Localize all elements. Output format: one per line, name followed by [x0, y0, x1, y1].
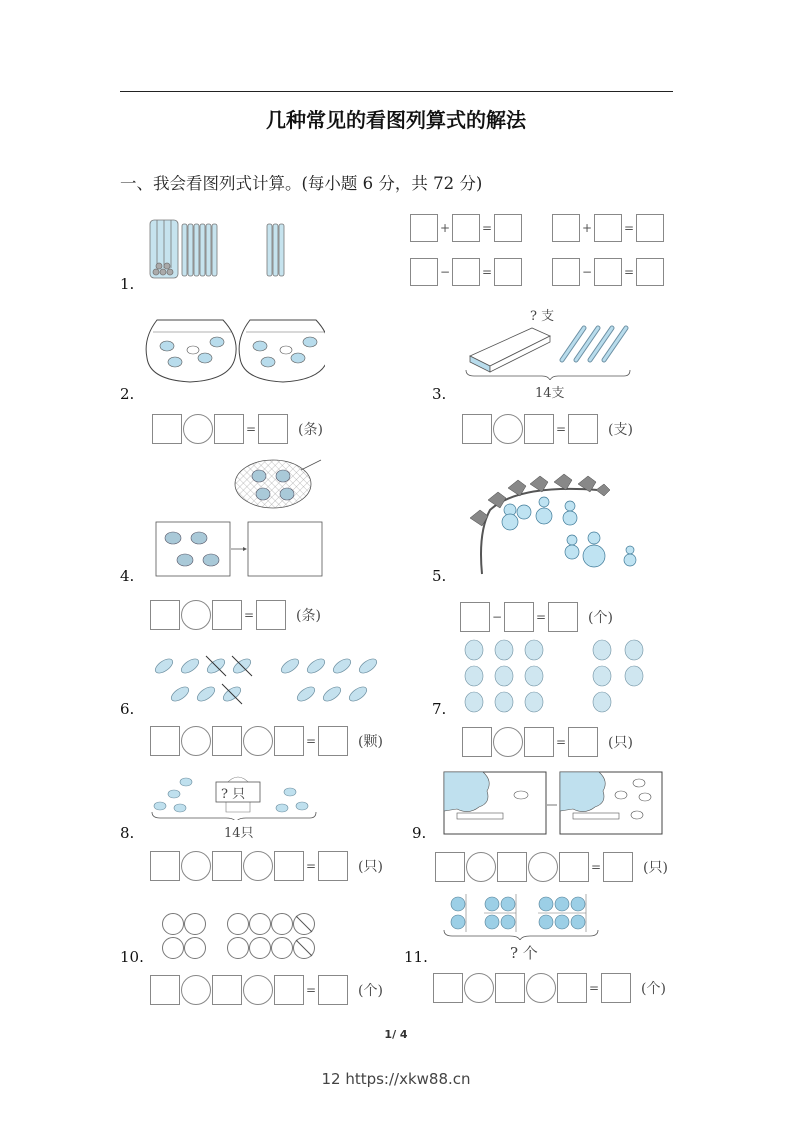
answer-box[interactable] — [410, 214, 438, 242]
total-label: 14支 — [535, 386, 565, 401]
gourd-vine-picture — [468, 472, 644, 576]
answer-box[interactable] — [462, 727, 492, 757]
answer-box[interactable] — [318, 975, 348, 1005]
equals-sign: = — [305, 859, 317, 873]
plus-sign: + — [581, 221, 593, 235]
cage-label: ? 只 — [221, 787, 246, 802]
answer-box[interactable] — [594, 214, 622, 242]
unit-label: (个) — [358, 983, 383, 999]
equals-sign: = — [305, 983, 317, 997]
answer-box[interactable] — [212, 975, 242, 1005]
equals-sign: = — [623, 265, 635, 279]
q7-equation — [462, 727, 633, 757]
operator-circle[interactable] — [493, 414, 523, 444]
question-number-6: 6. — [120, 700, 135, 718]
fishbowls-picture — [145, 318, 325, 388]
unit-label: (只) — [608, 735, 633, 751]
answer-box[interactable] — [548, 602, 578, 632]
operator-circle[interactable] — [181, 726, 211, 756]
question-number-10: 10. — [120, 948, 144, 966]
answer-box[interactable] — [410, 258, 438, 286]
operator-circle[interactable] — [493, 727, 523, 757]
unit-label: (只) — [358, 859, 383, 875]
answer-box[interactable] — [150, 726, 180, 756]
equals-sign: = — [245, 422, 257, 436]
operator-circle[interactable] — [243, 726, 273, 756]
q9-equation — [435, 852, 668, 882]
equals-sign: = — [588, 981, 600, 995]
question-number-11: 11. — [404, 948, 428, 966]
answer-box[interactable] — [150, 851, 180, 881]
question-number-1: 1. — [120, 275, 135, 293]
answer-box[interactable] — [452, 214, 480, 242]
answer-box[interactable] — [559, 852, 589, 882]
answer-box[interactable] — [497, 852, 527, 882]
question-number-7: 7. — [432, 700, 447, 718]
equals-sign: = — [555, 422, 567, 436]
header-rule — [120, 91, 673, 92]
operator-circle[interactable] — [183, 414, 213, 444]
operator-circle[interactable] — [181, 975, 211, 1005]
answer-box[interactable] — [568, 727, 598, 757]
unit-label: (条) — [298, 422, 323, 438]
question-number-8: 8. — [120, 824, 135, 842]
answer-box[interactable] — [152, 414, 182, 444]
answer-box[interactable] — [212, 600, 242, 630]
answer-box[interactable] — [258, 414, 288, 444]
equals-sign: = — [590, 860, 602, 874]
answer-box[interactable] — [256, 600, 286, 630]
minus-sign: − — [581, 265, 593, 279]
fish-net-picture — [155, 458, 327, 580]
question-number-9: 9. — [412, 824, 427, 842]
minus-sign: − — [439, 265, 451, 279]
q4-equation — [150, 600, 321, 630]
unit-label: (只) — [643, 860, 668, 876]
answer-box[interactable] — [557, 973, 587, 1003]
sticks-picture — [148, 218, 288, 280]
unit-label: (个) — [588, 610, 613, 626]
total-label: ? 个 — [510, 944, 538, 962]
answer-box[interactable] — [212, 851, 242, 881]
q5-equation — [460, 602, 613, 632]
operator-circle[interactable] — [243, 851, 273, 881]
answer-box[interactable] — [494, 258, 522, 286]
total-label: 14只 — [224, 826, 254, 841]
equals-sign: = — [535, 610, 547, 624]
answer-box[interactable] — [214, 414, 244, 444]
answer-box[interactable] — [318, 851, 348, 881]
answer-box[interactable] — [524, 727, 554, 757]
answer-box[interactable] — [636, 258, 664, 286]
pencils-picture — [462, 318, 634, 380]
equals-sign: = — [481, 221, 493, 235]
section-heading: 一、我会看图列式计算。(每小题 6 分，共 72 分) — [120, 174, 483, 193]
answer-box[interactable] — [150, 975, 180, 1005]
q10-equation — [150, 975, 383, 1005]
question-number-4: 4. — [120, 567, 135, 585]
answer-box[interactable] — [212, 726, 242, 756]
candies-picture — [150, 650, 390, 710]
operator-circle[interactable] — [243, 975, 273, 1005]
answer-box[interactable] — [494, 214, 522, 242]
plus-sign: + — [439, 221, 451, 235]
answer-box[interactable] — [552, 258, 580, 286]
page-title: 几种常见的看图列算式的解法 — [266, 108, 526, 132]
question-number-3: 3. — [432, 385, 447, 403]
answer-box[interactable] — [636, 214, 664, 242]
circles-picture — [162, 912, 322, 962]
apples-picture — [440, 890, 610, 940]
q3-equation — [462, 414, 633, 444]
unit-label: (个) — [641, 981, 666, 997]
answer-box[interactable] — [568, 414, 598, 444]
answer-box[interactable] — [452, 258, 480, 286]
answer-box[interactable] — [524, 414, 554, 444]
answer-box[interactable] — [552, 214, 580, 242]
operator-circle[interactable] — [181, 600, 211, 630]
answer-box[interactable] — [274, 975, 304, 1005]
minus-sign: − — [491, 610, 503, 624]
answer-box[interactable] — [274, 851, 304, 881]
answer-box[interactable] — [435, 852, 465, 882]
birds-tree-picture — [443, 771, 665, 835]
answer-box[interactable] — [274, 726, 304, 756]
footer-watermark: 12 https://xkw88.cn — [321, 1070, 471, 1088]
q2-equation — [152, 414, 323, 444]
operator-circle[interactable] — [526, 973, 556, 1003]
equals-sign: = — [243, 608, 255, 622]
operator-circle[interactable] — [466, 852, 496, 882]
equals-sign: = — [623, 221, 635, 235]
q11-equation — [433, 973, 666, 1003]
q6-equation — [150, 726, 383, 756]
equals-sign: = — [555, 735, 567, 749]
answer-box[interactable] — [603, 852, 633, 882]
equals-sign: = — [481, 265, 493, 279]
unit-label: (支) — [608, 422, 633, 438]
question-number-5: 5. — [432, 567, 447, 585]
answer-box[interactable] — [460, 602, 490, 632]
q8-equation — [150, 851, 383, 881]
unit-label: (颗) — [358, 734, 383, 750]
answer-box[interactable] — [433, 973, 463, 1003]
operator-circle[interactable] — [181, 851, 211, 881]
equals-sign: = — [305, 734, 317, 748]
answer-box[interactable] — [504, 602, 534, 632]
answer-box[interactable] — [150, 600, 180, 630]
operator-circle[interactable] — [464, 973, 494, 1003]
answer-box[interactable] — [318, 726, 348, 756]
question-number-2: 2. — [120, 385, 135, 403]
answer-box[interactable] — [601, 973, 631, 1003]
unknown-label: ? 支 — [530, 309, 555, 324]
operator-circle[interactable] — [528, 852, 558, 882]
mice-picture — [462, 638, 652, 718]
q1-equation-grid — [410, 214, 664, 286]
answer-box[interactable] — [594, 258, 622, 286]
answer-box[interactable] — [495, 973, 525, 1003]
answer-box[interactable] — [462, 414, 492, 444]
unit-label: (条) — [296, 608, 321, 624]
page-number: 1/ 4 — [384, 1028, 408, 1041]
